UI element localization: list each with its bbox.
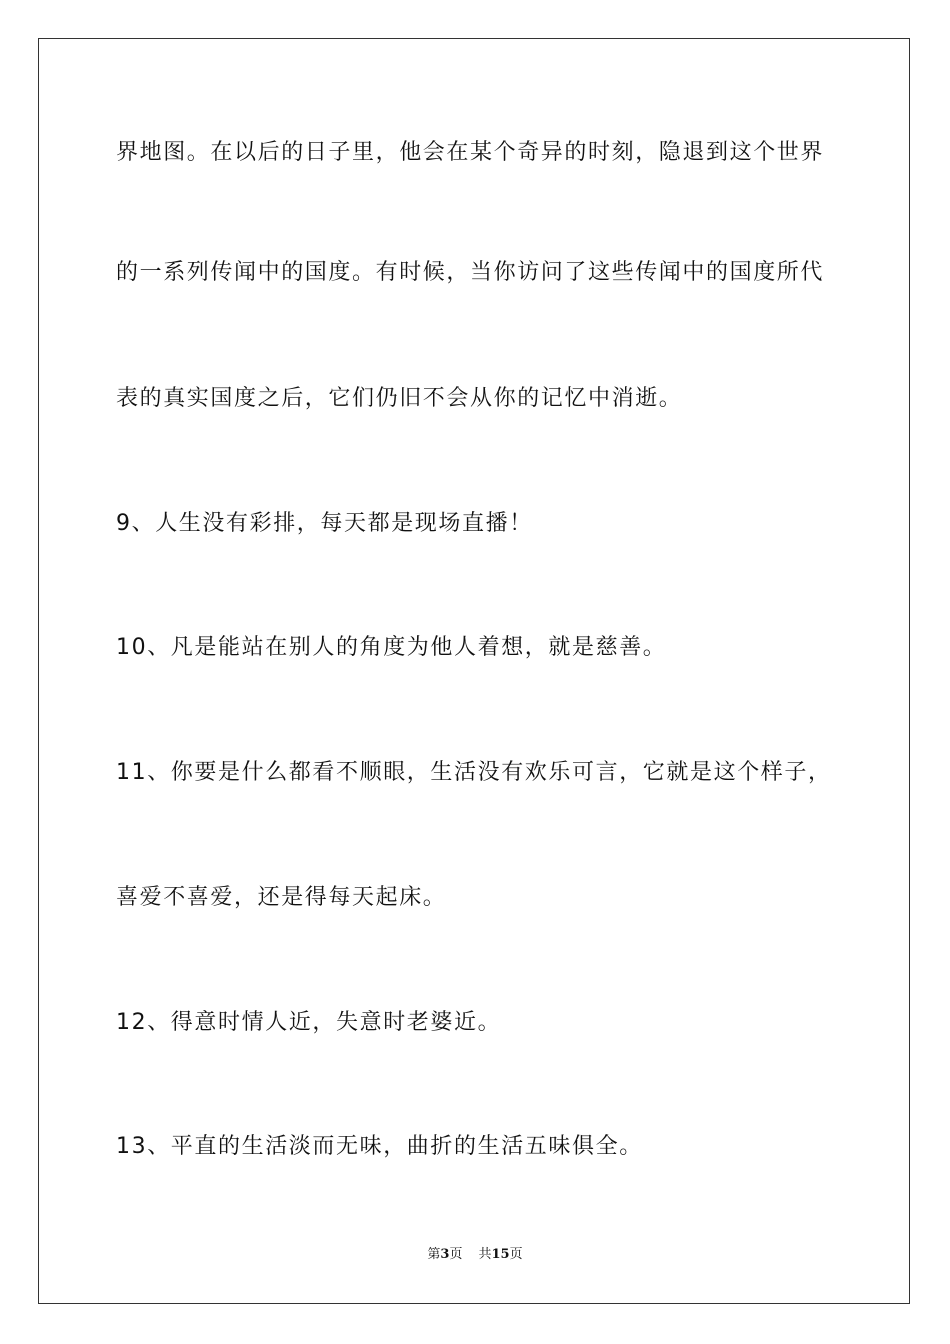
text-line-5: 10、凡是能站在别人的角度为他人着想，就是慈善。 [116,635,667,660]
footer-total-pages: 15 [491,1247,510,1262]
text-line-8: 12、得意时情人近，失意时老婆近。 [116,1010,502,1035]
text-line-7: 喜爱不喜爱，还是得每天起床。 [116,885,447,910]
text-line-4: 9、人生没有彩排，每天都是现场直播！ [116,511,533,536]
text-line-9: 13、平直的生活淡而无味，曲折的生活五味俱全。 [116,1134,643,1159]
text-line-1: 界地图。在以后的日子里，他会在某个奇异的时刻，隐退到这个世界 [116,140,825,165]
footer-page-number: 3 [440,1247,450,1262]
page-border [38,38,910,1304]
footer-page-prefix: 第 [427,1247,441,1262]
text-line-6: 11、你要是什么都看不顺眼，生活没有欢乐可言，它就是这个样子， [116,760,832,785]
footer-page-suffix: 页 [449,1247,463,1262]
footer-total-suffix: 页 [509,1247,523,1262]
text-line-2: 的一系列传闻中的国度。有时候，当你访问了这些传闻中的国度所代 [116,260,825,285]
footer-total-prefix: 共 [478,1247,492,1262]
text-line-3: 表的真实国度之后，它们仍旧不会从你的记忆中消逝。 [116,386,683,411]
page-footer [0,1246,950,1264]
